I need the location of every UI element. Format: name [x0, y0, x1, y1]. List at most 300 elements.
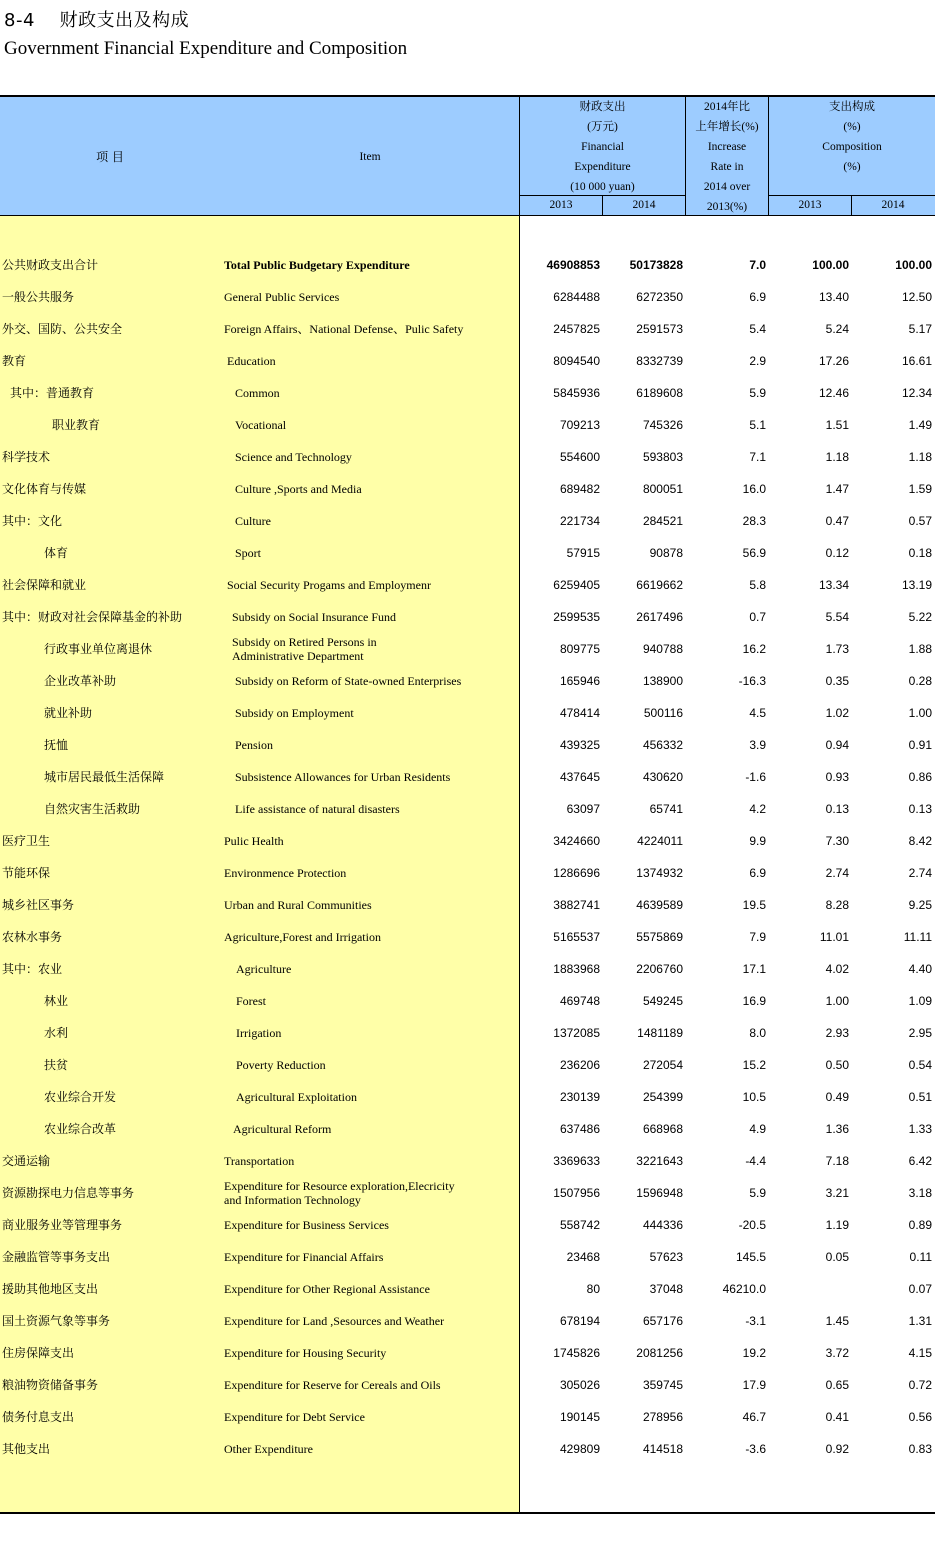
increase-rate: 5.9 — [749, 1186, 766, 1200]
expenditure-2013: 3882741 — [553, 898, 600, 912]
expenditure-2014: 4639589 — [636, 898, 683, 912]
expenditure-2014: 549245 — [642, 994, 683, 1008]
header-subrule-right — [769, 195, 935, 196]
composition-2014: 4.40 — [908, 962, 932, 976]
row-label-cn: 城乡社区事务 — [2, 898, 75, 912]
row-label-cn: 其中：普通教育 — [10, 386, 95, 400]
composition-2013: 17.26 — [818, 354, 849, 368]
increase-rate: 46210.0 — [722, 1282, 766, 1296]
increase-rate: -3.1 — [745, 1314, 766, 1328]
expenditure-2014: 1374932 — [636, 866, 683, 880]
composition-2014: 12.34 — [901, 386, 932, 400]
row-label-en: Poverty Reduction — [236, 1058, 326, 1072]
expenditure-2014: 745326 — [642, 418, 683, 432]
row-label-cn: 林业 — [44, 994, 69, 1008]
row-label-en: Pension — [235, 738, 274, 752]
composition-2013: 0.50 — [825, 1058, 849, 1072]
composition-2013: 2.74 — [825, 866, 849, 880]
composition-2013: 5.24 — [825, 322, 849, 336]
composition-2013: 1.45 — [825, 1314, 849, 1328]
header-year-2014: 2014 — [632, 199, 656, 211]
row-label-cn: 粮油物资储备事务 — [2, 1378, 99, 1392]
expenditure-2013: 6284488 — [553, 290, 600, 304]
expenditure-2013: 230139 — [559, 1090, 600, 1104]
row-label-cn: 商业服务业等管理事务 — [2, 1218, 123, 1232]
increase-rate: -4.4 — [745, 1154, 766, 1168]
composition-2014: 1.59 — [908, 482, 932, 496]
row-label-cn: 城市居民最低生活保障 — [44, 770, 165, 784]
composition-2014: 0.91 — [908, 738, 932, 752]
expenditure-2013: 478414 — [559, 706, 600, 720]
expenditure-2013: 1745826 — [553, 1346, 600, 1360]
composition-2014: 1.00 — [908, 706, 932, 720]
table-row — [0, 281, 935, 313]
row-label-cn: 外交、国防、公共安全 — [2, 322, 123, 336]
increase-rate: 3.9 — [749, 738, 766, 752]
row-label-cn: 职业教育 — [52, 418, 101, 432]
expenditure-2014: 2081256 — [636, 1346, 683, 1360]
row-label-cn: 自然灾害生活救助 — [44, 802, 141, 816]
row-label-en: Environmence Protection — [224, 866, 347, 880]
row-label-en: Vocational — [235, 418, 287, 432]
expenditure-2014: 138900 — [642, 674, 683, 688]
increase-rate: 19.2 — [742, 1346, 766, 1360]
expenditure-2014: 37048 — [649, 1282, 683, 1296]
increase-rate: -3.6 — [745, 1442, 766, 1456]
increase-rate: 7.1 — [749, 450, 766, 464]
header-div-2 — [851, 195, 852, 215]
expenditure-2014: 6189608 — [636, 386, 683, 400]
row-label-en: Agricultural Reform — [233, 1122, 332, 1136]
increase-rate: 0.7 — [749, 610, 766, 624]
expenditure-2013: 558742 — [559, 1218, 600, 1232]
header-item-en: Item — [359, 151, 381, 163]
composition-2013: 0.94 — [825, 738, 849, 752]
row-label-cn: 社会保障和就业 — [2, 578, 87, 592]
composition-2013: 0.41 — [825, 1410, 849, 1424]
expenditure-2013: 6259405 — [553, 578, 600, 592]
row-label-cn: 其他支出 — [2, 1442, 51, 1456]
table-row — [0, 537, 935, 569]
increase-rate: 6.9 — [749, 866, 766, 880]
increase-rate: -16.3 — [738, 674, 766, 688]
composition-2014: 5.22 — [908, 610, 932, 624]
expenditure-2014: 1481189 — [637, 1026, 683, 1040]
row-label-cn: 就业补助 — [44, 706, 93, 720]
expenditure-2014: 6619662 — [636, 578, 683, 592]
increase-rate: 5.4 — [749, 322, 766, 336]
row-label-en: Agriculture — [236, 962, 292, 976]
increase-rate: 16.2 — [742, 642, 766, 656]
composition-2013: 1.00 — [825, 994, 849, 1008]
composition-2014: 1.49 — [908, 418, 932, 432]
composition-2013: 0.13 — [825, 802, 849, 816]
composition-2014: 5.17 — [908, 322, 932, 336]
header-year-2013: 2013 — [549, 199, 573, 211]
expenditure-2014: 278956 — [642, 1410, 683, 1424]
row-label-en: Life assistance of natural disasters — [235, 802, 400, 816]
increase-rate: 7.0 — [749, 258, 766, 272]
expenditure-2013: 439325 — [559, 738, 600, 752]
row-label-en: Subsidy on Employment — [235, 706, 354, 720]
expenditure-2013: 3369633 — [553, 1154, 600, 1168]
composition-2013: 5.54 — [825, 610, 849, 624]
table-row — [0, 1209, 935, 1241]
increase-rate: 16.0 — [742, 482, 766, 496]
expenditure-2013: 221734 — [559, 514, 600, 528]
expenditure-2013: 689482 — [559, 482, 600, 496]
table-row — [0, 921, 935, 953]
row-label-en: Agricultural Exploitation — [236, 1090, 357, 1104]
increase-rate: 28.3 — [742, 514, 766, 528]
expenditure-2013: 63097 — [566, 802, 600, 816]
composition-2013: 11.01 — [819, 930, 849, 944]
increase-rate: 17.1 — [742, 962, 766, 976]
row-label-en: Subsidy on Retired Persons in Administrative Department — [232, 635, 377, 663]
row-label-en: Agriculture,Forest and Irrigation — [224, 930, 381, 944]
expenditure-2014: 3221643 — [636, 1154, 683, 1168]
expenditure-2014: 4224011 — [637, 834, 683, 848]
expenditure-2013: 3424660 — [553, 834, 600, 848]
row-label-cn: 援助其他地区支出 — [2, 1282, 99, 1296]
header-div-1 — [602, 195, 603, 215]
row-label-en: Science and Technology — [235, 450, 352, 464]
row-label-en: Transportation — [224, 1154, 295, 1168]
composition-2013 — [769, 1273, 849, 1305]
composition-2014: 3.18 — [908, 1186, 932, 1200]
composition-2014: 1.18 — [908, 450, 932, 464]
expenditure-2014: 254399 — [642, 1090, 683, 1104]
row-label-cn: 农林水事务 — [2, 930, 63, 944]
composition-2014: 0.51 — [908, 1090, 932, 1104]
composition-2013: 0.35 — [825, 674, 849, 688]
table-row — [0, 1433, 935, 1465]
row-label-cn: 其中：文化 — [2, 514, 63, 528]
expenditure-2014: 2617496 — [636, 610, 683, 624]
page-title-cn: 8-4 财政支出及构成 — [4, 10, 190, 31]
row-label-en: Social Security Progams and Employmenr — [227, 578, 431, 592]
row-label-cn: 国土资源气象等事务 — [2, 1314, 111, 1328]
composition-2014: 0.57 — [908, 514, 932, 528]
expenditure-2014: 668968 — [642, 1122, 683, 1136]
expenditure-2013: 5165537 — [553, 930, 600, 944]
composition-2014: 1.33 — [908, 1122, 932, 1136]
table-row — [0, 1305, 935, 1337]
expenditure-2013: 80 — [586, 1282, 600, 1296]
row-label-en: Irrigation — [236, 1026, 282, 1040]
increase-rate: 4.5 — [749, 706, 766, 720]
expenditure-2014: 272054 — [642, 1058, 683, 1072]
row-label-en: Forest — [236, 994, 266, 1008]
expenditure-2014: 940788 — [642, 642, 683, 656]
table-row — [0, 601, 935, 633]
composition-2013: 12.46 — [818, 386, 849, 400]
page-title-en: Government Financial Expenditure and Composition — [4, 38, 408, 59]
table-row — [0, 505, 935, 537]
composition-2014: 8.42 — [908, 834, 932, 848]
table-row — [0, 1081, 935, 1113]
row-label-en: Expenditure for Resource exploration,Elecricity and Information Technology — [224, 1179, 455, 1207]
increase-rate: 5.9 — [749, 386, 766, 400]
expenditure-2013: 809775 — [559, 642, 600, 656]
increase-rate: 4.2 — [749, 802, 766, 816]
increase-rate: 15.2 — [742, 1058, 766, 1072]
table-row — [0, 569, 935, 601]
composition-2014: 1.31 — [908, 1314, 932, 1328]
expenditure-2013: 469748 — [559, 994, 600, 1008]
composition-2014: 2.95 — [908, 1026, 932, 1040]
row-label-cn: 文化体育与传媒 — [2, 482, 87, 496]
table-row — [0, 857, 935, 889]
composition-2014: 13.19 — [901, 578, 932, 592]
expenditure-2014: 57623 — [649, 1250, 683, 1264]
composition-2014: 0.83 — [908, 1442, 932, 1456]
expenditure-2014: 444336 — [642, 1218, 683, 1232]
composition-2014: 0.72 — [908, 1378, 932, 1392]
table-row — [0, 1401, 935, 1433]
expenditure-2013: 437645 — [559, 770, 600, 784]
expenditure-2013: 236206 — [559, 1058, 600, 1072]
table-row — [0, 697, 935, 729]
table-row — [0, 1017, 935, 1049]
expenditure-2013: 1372085 — [553, 1026, 600, 1040]
expenditure-2014: 50173828 — [629, 258, 683, 272]
table-row — [0, 985, 935, 1017]
expenditure-2013: 637486 — [559, 1122, 600, 1136]
increase-rate: 6.9 — [749, 290, 766, 304]
composition-2014: 0.54 — [908, 1058, 932, 1072]
expenditure-2013: 709213 — [559, 418, 600, 432]
row-label-cn: 其中：财政对社会保障基金的补助 — [2, 610, 183, 624]
table-bottom-rule — [0, 1512, 935, 1514]
expenditure-2013: 2599535 — [553, 610, 600, 624]
row-label-en: Expenditure for Business Services — [224, 1218, 389, 1232]
composition-2013: 1.02 — [825, 706, 849, 720]
table-row — [0, 761, 935, 793]
expenditure-2013: 46908853 — [546, 258, 600, 272]
table-row — [0, 1049, 935, 1081]
composition-2014: 12.50 — [901, 290, 932, 304]
row-label-cn: 节能环保 — [2, 866, 51, 880]
composition-2014: 0.86 — [908, 770, 932, 784]
expenditure-2014: 284521 — [642, 514, 683, 528]
table-row — [0, 889, 935, 921]
table-row — [0, 313, 935, 345]
expenditure-2014: 2591573 — [636, 322, 683, 336]
table-row — [0, 345, 935, 377]
row-label-en: Total Public Budgetary Expenditure — [224, 258, 410, 272]
table-row — [0, 1177, 935, 1209]
composition-2013: 1.51 — [825, 418, 849, 432]
composition-2014: 0.11 — [909, 1250, 932, 1264]
composition-2014: 100.00 — [895, 258, 932, 272]
increase-rate: 19.5 — [742, 898, 766, 912]
expenditure-2014: 8332739 — [636, 354, 683, 368]
increase-rate: 7.9 — [749, 930, 766, 944]
expenditure-2013: 2457825 — [553, 322, 600, 336]
composition-2014: 0.07 — [908, 1282, 932, 1296]
expenditure-2014: 6272350 — [636, 290, 683, 304]
composition-2013: 0.93 — [825, 770, 849, 784]
composition-2013: 0.92 — [825, 1442, 849, 1456]
expenditure-2014: 1596948 — [636, 1186, 683, 1200]
row-label-cn: 住房保障支出 — [2, 1346, 75, 1360]
composition-2014: 2.74 — [908, 866, 932, 880]
composition-2013: 3.21 — [825, 1186, 849, 1200]
table-row — [0, 377, 935, 409]
row-label-en: Pulic Health — [224, 834, 284, 848]
row-label-en: Education — [227, 354, 276, 368]
row-label-en: Other Expenditure — [224, 1442, 313, 1456]
row-label-en: Subsidy on Social Insurance Fund — [232, 610, 396, 624]
expenditure-2013: 190145 — [559, 1410, 600, 1424]
composition-2013: 7.18 — [825, 1154, 849, 1168]
header-expenditure: 财政支出 (万元) Financial Expenditure (10 000 yuan) — [570, 101, 635, 193]
row-label-en: Expenditure for Land ,Sesources and Weather — [224, 1314, 445, 1328]
row-label-cn: 体育 — [44, 546, 69, 560]
row-label-cn: 抚恤 — [44, 738, 69, 752]
composition-2013: 4.02 — [825, 962, 849, 976]
composition-2013: 1.19 — [825, 1218, 849, 1232]
composition-2013: 0.05 — [825, 1250, 849, 1264]
increase-rate: -1.6 — [745, 770, 766, 784]
composition-2013: 0.12 — [825, 546, 849, 560]
table-row — [0, 1145, 935, 1177]
composition-2013: 0.47 — [825, 514, 849, 528]
header-composition: 支出构成 (%) Composition (%) — [822, 101, 882, 173]
composition-2014: 9.25 — [908, 898, 932, 912]
header-div-3 — [685, 97, 686, 215]
expenditure-2013: 678194 — [559, 1314, 600, 1328]
row-label-en: Common — [235, 386, 280, 400]
row-label-en: Sport — [235, 546, 262, 560]
composition-2014: 0.28 — [908, 674, 932, 688]
row-label-cn: 金融监管等事务支出 — [2, 1250, 111, 1264]
expenditure-2013: 165946 — [559, 674, 600, 688]
increase-rate: 16.9 — [742, 994, 766, 1008]
expenditure-2013: 5845936 — [553, 386, 600, 400]
increase-rate: 4.9 — [749, 1122, 766, 1136]
composition-2014: 1.09 — [908, 994, 932, 1008]
expenditure-2014: 2206760 — [636, 962, 683, 976]
expenditure-2013: 554600 — [559, 450, 600, 464]
row-label-cn: 教育 — [2, 354, 27, 368]
composition-2014: 1.88 — [908, 642, 932, 656]
table-row — [0, 953, 935, 985]
table-row — [0, 1241, 935, 1273]
expenditure-2014: 657176 — [642, 1314, 683, 1328]
table-header — [0, 97, 935, 215]
table-row — [0, 1113, 935, 1145]
row-label-cn: 交通运输 — [2, 1154, 51, 1168]
composition-2013: 13.34 — [818, 578, 849, 592]
composition-2013: 2.93 — [825, 1026, 849, 1040]
composition-2013: 1.36 — [825, 1122, 849, 1136]
expenditure-2013: 23468 — [566, 1250, 600, 1264]
row-label-cn: 一般公共服务 — [2, 290, 75, 304]
expenditure-2014: 359745 — [642, 1378, 683, 1392]
expenditure-2014: 800051 — [642, 482, 683, 496]
row-label-en: Expenditure for Housing Security — [224, 1346, 387, 1360]
row-label-en: Culture ,Sports and Media — [235, 482, 362, 496]
header-comp-2013: 2013 — [798, 199, 822, 211]
table-row — [0, 633, 935, 665]
header-increase: 2014年比 上年增长(%) Increase Rate in 2014 over 2013(%) — [695, 101, 759, 213]
row-label-cn: 扶贫 — [44, 1058, 69, 1072]
expenditure-2014: 65741 — [649, 802, 683, 816]
expenditure-2014: 5575869 — [636, 930, 683, 944]
row-label-en: Subsistence Allowances for Urban Residents — [235, 770, 451, 784]
increase-rate: -20.5 — [738, 1218, 766, 1232]
increase-rate: 9.9 — [749, 834, 766, 848]
increase-rate: 56.9 — [742, 546, 766, 560]
expenditure-2013: 1883968 — [553, 962, 600, 976]
expenditure-2013: 429809 — [559, 1442, 600, 1456]
table-row — [0, 793, 935, 825]
row-label-en: Subsidy on Reform of State-owned Enterprises — [235, 674, 462, 688]
row-label-en: Expenditure for Debt Service — [224, 1410, 365, 1424]
increase-rate: 46.7 — [742, 1410, 766, 1424]
table-row — [0, 409, 935, 441]
increase-rate: 17.9 — [742, 1378, 766, 1392]
expenditure-2013: 57915 — [566, 546, 600, 560]
increase-rate: 8.0 — [749, 1026, 766, 1040]
row-label-cn: 其中：农业 — [2, 962, 63, 976]
expenditure-2014: 500116 — [643, 706, 683, 720]
row-label-en: Expenditure for Financial Affairs — [224, 1250, 384, 1264]
row-label-cn: 企业改革补助 — [44, 674, 117, 688]
composition-2013: 3.72 — [825, 1346, 849, 1360]
composition-2014: 0.56 — [908, 1410, 932, 1424]
header-div-4 — [768, 97, 769, 215]
row-label-cn: 农业综合改革 — [44, 1122, 117, 1136]
row-label-en: Urban and Rural Communities — [224, 898, 372, 912]
row-label-cn: 债务付息支出 — [2, 1410, 75, 1424]
expenditure-2013: 1286696 — [553, 866, 600, 880]
expenditure-2014: 593803 — [642, 450, 683, 464]
table-row — [0, 1369, 935, 1401]
composition-2014: 4.15 — [908, 1346, 932, 1360]
increase-rate: 5.1 — [749, 418, 766, 432]
composition-2013: 8.28 — [825, 898, 849, 912]
header-item-cn: 项 目 — [96, 150, 124, 164]
row-label-cn: 行政事业单位离退休 — [44, 642, 153, 656]
expenditure-2014: 430620 — [642, 770, 683, 784]
expenditure-2014: 414518 — [642, 1442, 683, 1456]
composition-2013: 1.73 — [825, 642, 849, 656]
composition-2013: 100.00 — [812, 258, 849, 272]
composition-2014: 0.89 — [908, 1218, 932, 1232]
row-label-cn: 医疗卫生 — [2, 834, 51, 848]
row-label-cn: 农业综合开发 — [44, 1090, 117, 1104]
composition-2013: 0.65 — [825, 1378, 849, 1392]
increase-rate: 10.5 — [742, 1090, 766, 1104]
table-row — [0, 441, 935, 473]
row-label-cn: 资源勘探电力信息等事务 — [2, 1186, 135, 1200]
composition-2013: 7.30 — [825, 834, 849, 848]
increase-rate: 2.9 — [749, 354, 766, 368]
composition-2014: 6.42 — [908, 1154, 932, 1168]
header-comp-2014: 2014 — [881, 199, 905, 211]
table-row — [0, 1273, 935, 1305]
row-label-en: Foreign Affairs、National Defense、Pulic Safety — [224, 322, 464, 336]
expenditure-2013: 8094540 — [553, 354, 600, 368]
expenditure-2013: 305026 — [559, 1378, 600, 1392]
composition-2013: 1.47 — [825, 482, 849, 496]
table-row — [0, 473, 935, 505]
table-row — [0, 1337, 935, 1369]
composition-2014: 0.13 — [908, 802, 932, 816]
